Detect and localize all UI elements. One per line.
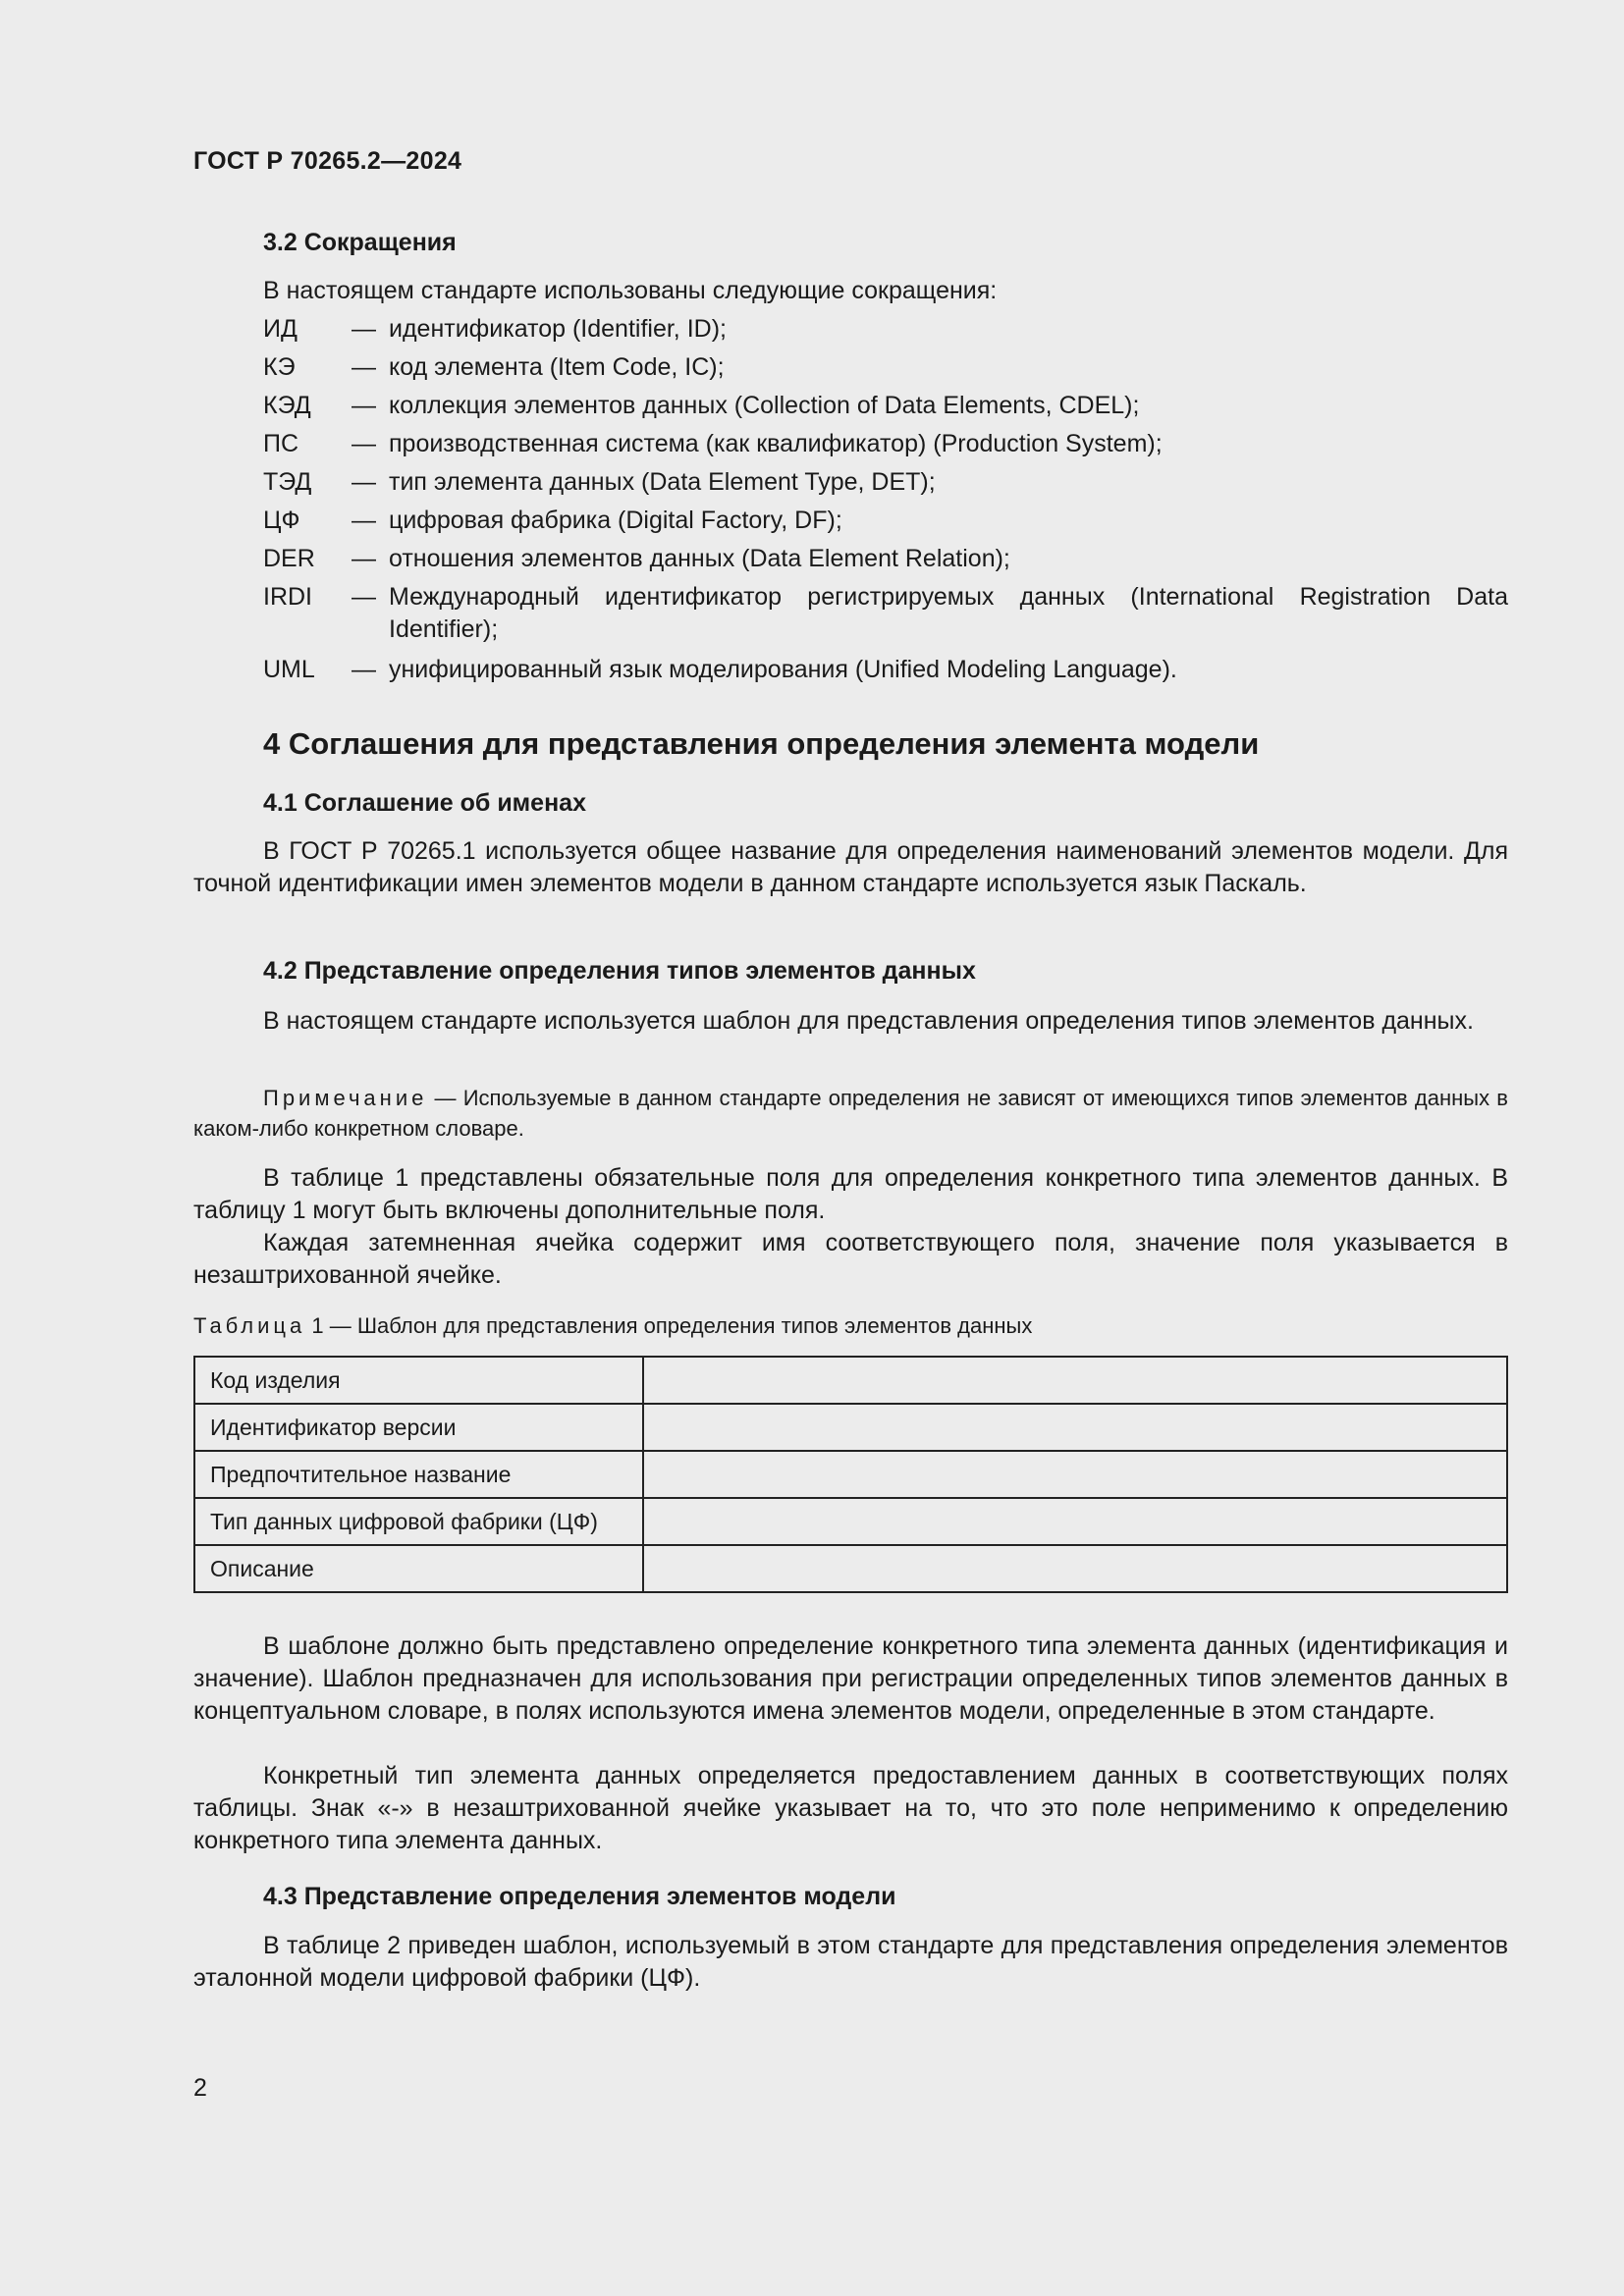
abbreviations-intro: В настоящем стандарте использованы следующие сокращения: xyxy=(263,277,998,304)
abbreviation-term: ТЭД xyxy=(263,468,312,496)
abbreviation-dash: — xyxy=(352,583,376,611)
section-4-2-paragraph-5: Конкретный тип элемента данных определяется предоставлением данных в соответствующих полях таблицы. Знак «-» в незаштрихованной ячейке указывает на то, что это поле неприменимо к определению конкретного типа элемента данных. xyxy=(193,1762,1508,1854)
section-4-3-title: 4.3 Представление определения элементов модели xyxy=(263,1883,896,1910)
table-label: Таблица xyxy=(193,1313,306,1338)
abbreviation-dash: — xyxy=(352,656,376,683)
section-4-title: 4 Соглашения для представления определения элемента модели xyxy=(263,726,1260,761)
abbreviation-dash: — xyxy=(352,468,376,496)
note-paragraph xyxy=(193,1083,1508,1144)
table-field-name: Предпочтительное название xyxy=(194,1451,643,1498)
note-label: Примечание xyxy=(263,1086,428,1110)
table-row xyxy=(194,1545,1507,1592)
table-field-value xyxy=(643,1404,1507,1451)
table-field-name: Тип данных цифровой фабрики (ЦФ) xyxy=(194,1498,643,1545)
abbreviation-term: ЦФ xyxy=(263,507,300,534)
abbreviation-definition: тип элемента данных (Data Element Type, DET); xyxy=(389,468,936,496)
section-4-3-paragraph: В таблице 2 приведен шаблон, используемый в этом стандарте для представления определения элементов эталонной модели цифровой фабрики (ЦФ). xyxy=(193,1932,1508,1992)
section-4-2-paragraph-3: Каждая затемненная ячейка содержит имя соответствующего поля, значение поля указывается в незаштрихованной ячейке. xyxy=(193,1229,1508,1289)
table-1 xyxy=(193,1356,1508,1593)
table-1-caption xyxy=(193,1313,1032,1339)
abbreviation-term: КЭ xyxy=(263,353,296,381)
section-4-2-title: 4.2 Представление определения типов элементов данных xyxy=(263,957,976,985)
table-field-value xyxy=(643,1545,1507,1592)
table-field-value xyxy=(643,1451,1507,1498)
table-row xyxy=(194,1404,1507,1451)
abbreviation-definition: производственная система (как квалификатор) (Production System); xyxy=(389,430,1163,457)
table-field-value xyxy=(643,1498,1507,1545)
abbreviation-dash: — xyxy=(352,430,376,457)
table-field-name: Описание xyxy=(194,1545,643,1592)
abbreviation-definition: отношения элементов данных (Data Element Relation); xyxy=(389,545,1010,572)
abbreviation-definition: код элемента (Item Code, IC); xyxy=(389,353,725,381)
section-4-1-title: 4.1 Соглашение об именах xyxy=(263,789,586,817)
abbreviation-dash: — xyxy=(352,545,376,572)
table-field-name: Код изделия xyxy=(194,1357,643,1404)
abbreviation-term: UML xyxy=(263,656,315,683)
section-4-2-paragraph-2: В таблице 1 представлены обязательные поля для определения конкретного типа элементов данных. В таблицу 1 могут быть включены дополнительные поля. xyxy=(193,1164,1508,1224)
abbreviation-definition: коллекция элементов данных (Collection of Data Elements, CDEL); xyxy=(389,392,1140,419)
abbreviation-definition: унифицированный язык моделирования (Unified Modeling Language). xyxy=(389,656,1177,683)
table-field-name: Идентификатор версии xyxy=(194,1404,643,1451)
abbreviation-definition: цифровая фабрика (Digital Factory, DF); xyxy=(389,507,842,534)
abbreviation-term: ПС xyxy=(263,430,299,457)
section-4-2-paragraph-1: В настоящем стандарте используется шаблон для представления определения типов элементов данных. xyxy=(263,1007,1474,1035)
abbreviation-definition: идентификатор (Identifier, ID); xyxy=(389,315,727,343)
document-id-header: ГОСТ Р 70265.2—2024 xyxy=(193,147,462,175)
abbreviation-term: IRDI xyxy=(263,583,312,611)
table-row xyxy=(194,1498,1507,1545)
table-caption-text: 1 — Шаблон для представления определения типов элементов данных xyxy=(305,1313,1033,1338)
section-4-2-paragraph-4: В шаблоне должно быть представлено определение конкретного типа элемента данных (идентификация и значение). Шаблон предназначен для использования при регистрации определенных типов элементов данных в концептуальном словаре, в полях используются имена элементов модели, определенные в этом стандарте. xyxy=(193,1632,1508,1725)
table-row xyxy=(194,1357,1507,1404)
abbreviation-dash: — xyxy=(352,392,376,419)
abbreviation-term: КЭД xyxy=(263,392,311,419)
section-3-2-title: 3.2 Сокращения xyxy=(263,229,457,256)
abbreviation-term: DER xyxy=(263,545,315,572)
section-4-1-paragraph: В ГОСТ Р 70265.1 используется общее название для определения наименований элементов модели. Для точной идентификации имен элементов модели в данном стандарте используется язык Паскаль. xyxy=(193,837,1508,897)
abbreviation-term: ИД xyxy=(263,315,298,343)
abbreviation-dash: — xyxy=(352,315,376,343)
abbreviation-dash: — xyxy=(352,353,376,381)
note-text: — Используемые в данном стандарте определения не зависят от имеющихся типов элементов данных в каком-либо конкретном словаре. xyxy=(193,1086,1508,1141)
table-row xyxy=(194,1451,1507,1498)
table-field-value xyxy=(643,1357,1507,1404)
page-number: 2 xyxy=(193,2074,207,2102)
abbreviation-definition: Международный идентификатор регистрируемых данных (International Registration Data Identifier); xyxy=(389,583,1508,643)
abbreviation-dash: — xyxy=(352,507,376,534)
